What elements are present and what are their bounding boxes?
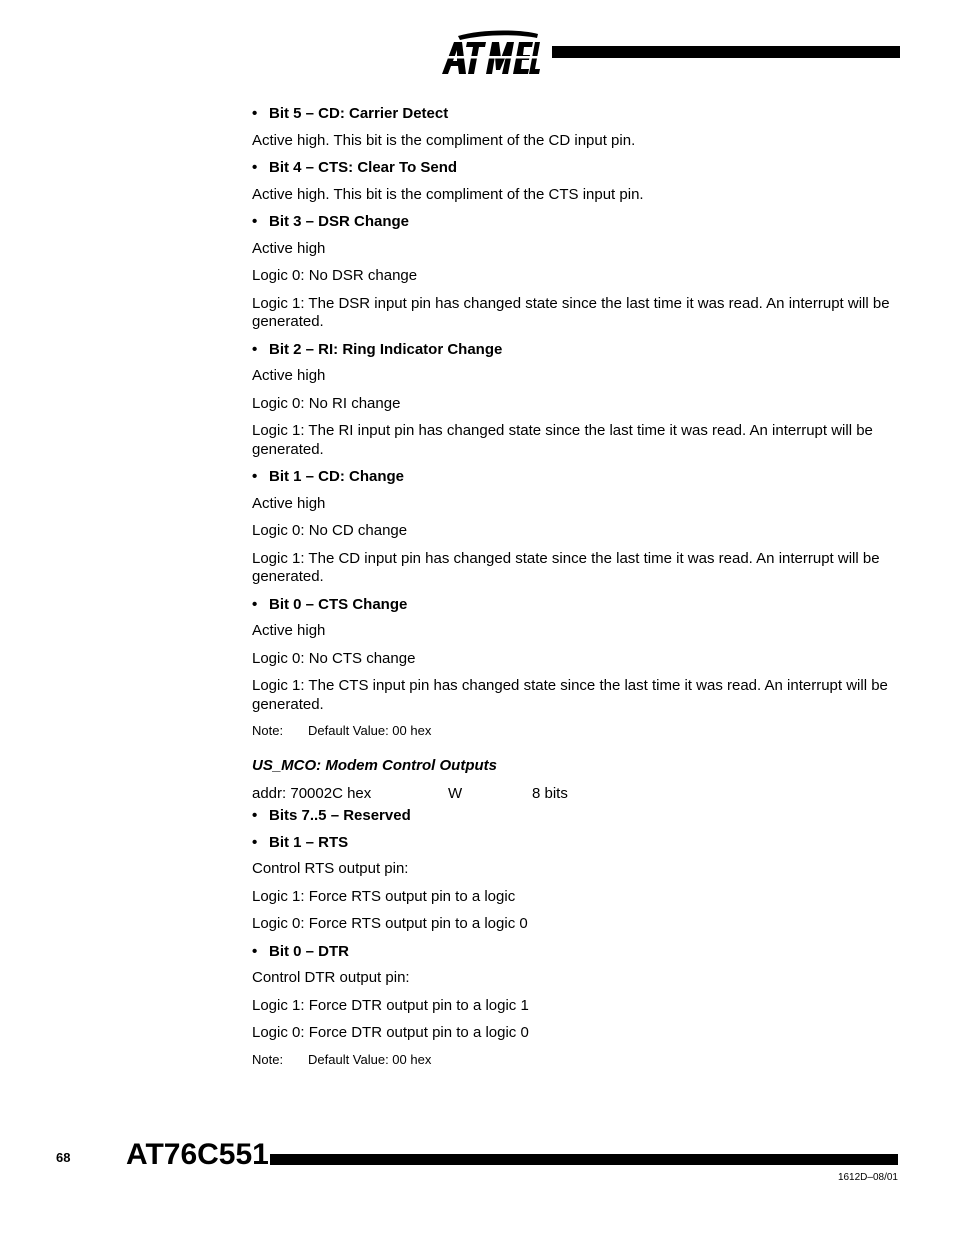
product-name: AT76C551 xyxy=(126,1138,269,1171)
paragraph: Control DTR output pin: xyxy=(252,969,410,986)
document-code: 1612D–08/01 xyxy=(837,1172,898,1183)
bit-heading xyxy=(252,807,900,826)
paragraph: Logic 1: The CD input pin has changed state since the last time it was read. An interrupt will be generated. xyxy=(252,549,880,585)
note xyxy=(252,1052,900,1068)
bullet-icon: • xyxy=(252,468,258,485)
note-text: Default Value: 00 hex xyxy=(308,1051,432,1067)
footer-rule xyxy=(270,1154,898,1165)
bullet-icon: • xyxy=(252,833,258,851)
paragraph: Logic 0: No DSR change xyxy=(252,267,418,284)
bullet-icon: • xyxy=(252,159,258,176)
paragraph: Active high xyxy=(252,494,326,512)
bit-heading-text: Bit 1 – CD: Change xyxy=(269,468,405,485)
bit-heading xyxy=(252,341,900,360)
paragraph: Logic 0: No CD change xyxy=(252,522,408,539)
bullet-icon: • xyxy=(252,105,258,122)
paragraph: Logic 0: Force RTS output pin to a logic 0 xyxy=(252,915,528,932)
bit-heading-text: Bit 5 – CD: Carrier Detect xyxy=(269,105,449,122)
bullet-icon: • xyxy=(252,340,258,358)
bit-heading xyxy=(252,159,900,178)
paragraph: Logic 1: The DSR input pin has changed state since the last time it was read. An interrupt will be generated. xyxy=(252,294,890,330)
bit-heading xyxy=(252,943,900,962)
register-heading: US_MCO: Modem Control Outputs xyxy=(252,757,497,774)
bit-heading-text: Bit 0 – DTR xyxy=(269,942,350,960)
paragraph: Active high. This bit is the compliment of the CTS input pin. xyxy=(252,185,644,203)
register-address: addr: 70002C hex xyxy=(252,784,372,802)
atmel-logo xyxy=(440,28,540,78)
paragraph: Logic 1: The CTS input pin has changed state since the last time it was read. An interrupt will be generated. xyxy=(252,677,888,713)
page-number: 68 xyxy=(56,1150,71,1165)
bit-heading-text: Bit 4 – CTS: Clear To Send xyxy=(269,159,458,176)
bit-heading-text: Bit 3 – DSR Change xyxy=(269,213,410,230)
paragraph: Active high xyxy=(252,367,326,384)
paragraph: Logic 1: The RI input pin has changed state since the last time it was read. An interrupt will be generated. xyxy=(252,422,873,458)
register-access: W xyxy=(448,784,463,802)
note xyxy=(252,723,900,739)
register-address-line xyxy=(252,785,900,804)
bit-heading xyxy=(252,834,900,853)
bullet-icon: • xyxy=(252,942,258,960)
bullet-icon: • xyxy=(252,595,258,613)
register-size: 8 bits xyxy=(532,784,568,802)
bullet-icon: • xyxy=(252,807,258,824)
bullet-icon: • xyxy=(252,213,258,230)
bit-heading xyxy=(252,468,900,487)
paragraph: Active high xyxy=(252,622,326,639)
document-body xyxy=(252,105,900,1077)
paragraph: Active high xyxy=(252,239,326,257)
paragraph: Logic 0: Force DTR output pin to a logic 0 xyxy=(252,1024,529,1041)
bit-heading-text: Bit 1 – RTS xyxy=(269,833,349,851)
bit-heading xyxy=(252,213,900,232)
paragraph: Logic 1: Force DTR output pin to a logic 1 xyxy=(252,996,529,1014)
bit-heading xyxy=(252,105,900,124)
paragraph: Logic 1: Force RTS output pin to a logic xyxy=(252,887,516,905)
bit-heading xyxy=(252,596,900,615)
paragraph: Control RTS output pin: xyxy=(252,860,409,877)
note-text: Default Value: 00 hex xyxy=(308,723,432,738)
paragraph: Logic 0: No RI change xyxy=(252,394,401,412)
bit-heading-text: Bits 7..5 – Reserved xyxy=(269,807,411,824)
paragraph: Active high. This bit is the compliment of the CD input pin. xyxy=(252,131,636,149)
logo-text: ATMEL xyxy=(440,28,444,29)
header-rule xyxy=(552,46,900,58)
bit-heading-text: Bit 0 – CTS Change xyxy=(269,595,408,613)
paragraph: Logic 0: No CTS change xyxy=(252,649,416,667)
bit-heading-text: Bit 2 – RI: Ring Indicator Change xyxy=(269,340,503,358)
note-label: Note: xyxy=(252,1051,284,1067)
note-label: Note: xyxy=(252,723,284,738)
